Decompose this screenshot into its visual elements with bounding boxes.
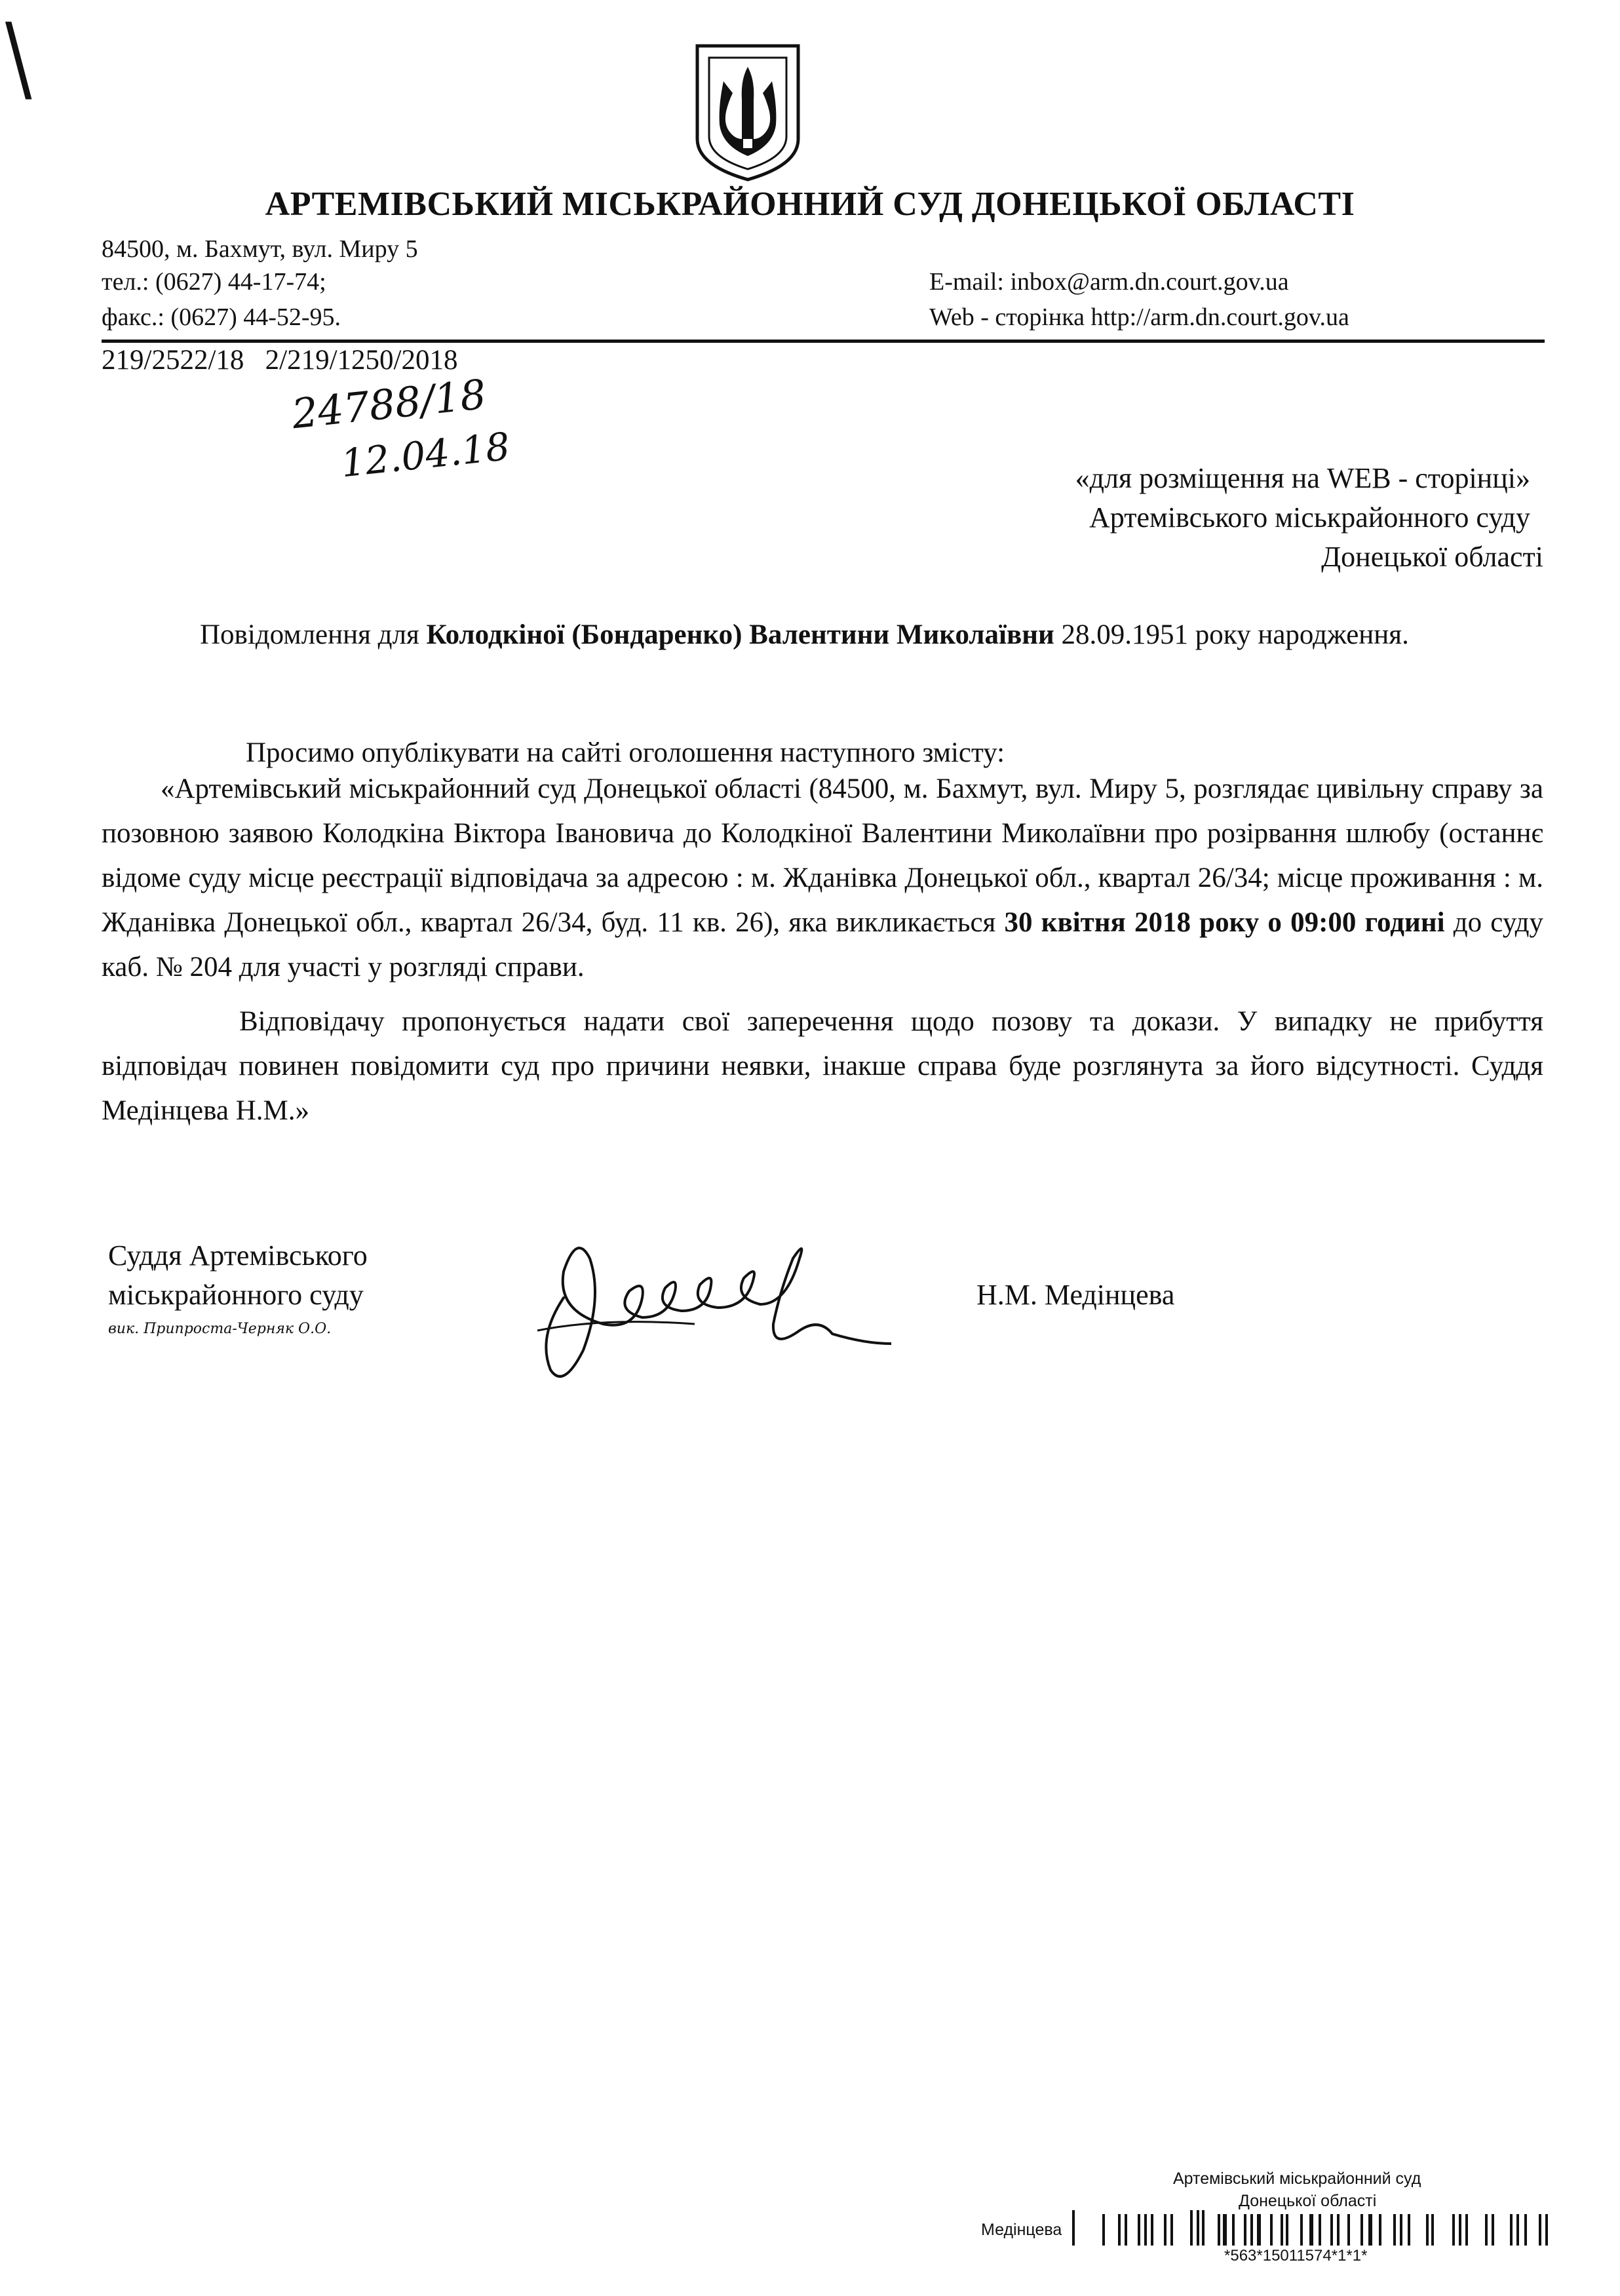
court-web: Web - сторінка http://arm.dn.court.gov.ua bbox=[929, 303, 1349, 331]
announcement-paragraph bbox=[102, 767, 1543, 990]
header-divider bbox=[102, 340, 1545, 343]
signature-name: Н.М. Медінцева bbox=[976, 1279, 1175, 1311]
court-fax: факс.: (0627) 44-52-95. bbox=[102, 303, 341, 331]
announcement-text-2: до суду каб. № 204 для участі у розгляді справи. bbox=[102, 907, 1543, 983]
handwritten-reg-number: 24788/18 bbox=[289, 370, 489, 438]
respondent-note: Відповідачу пропонується надати свої заперечення щодо позову та докази. У випадку не прибуття відповідач повинен повідомити суд про причини неявки, інакше справа буде розглянута за його відсутності. Суддя Медінцева Н.М.» bbox=[102, 1006, 1543, 1126]
signature-executor: вик. Припроста-Черняк О.О. bbox=[108, 1321, 332, 1337]
signature-title-2: міськрайонного суду bbox=[108, 1279, 364, 1311]
recipient-line-2: Артемівського міськрайонного суду bbox=[1089, 501, 1530, 534]
stamp-court-line-2: Донецької області bbox=[1239, 2192, 1377, 2210]
notice-suffix: 28.09.1951 року народження. bbox=[1061, 619, 1409, 650]
court-address: 84500, м. Бахмут, вул. Миру 5 bbox=[102, 235, 418, 263]
notice-prefix: Повідомлення для bbox=[200, 619, 419, 650]
recipient-block bbox=[852, 459, 1543, 577]
court-email: E-mail: inbox@arm.dn.court.gov.ua bbox=[929, 268, 1289, 296]
announcement-date: 30 квітня 2018 року о 09:00 годині bbox=[1004, 907, 1445, 938]
recipient-line-3: Донецької області bbox=[1321, 541, 1543, 573]
recipient-line-1: «для розміщення на WEB - сторінці» bbox=[1075, 462, 1530, 494]
handwritten-reg-date: 12.04.18 bbox=[339, 423, 512, 486]
corner-slash-mark: \ bbox=[5, 4, 32, 113]
request-line: Просимо опублікувати на сайті оголошення наступного змісту: bbox=[246, 737, 1005, 768]
court-phone: тел.: (0627) 44-17-74; bbox=[102, 268, 326, 296]
signature-title-1: Суддя Артемівського bbox=[108, 1239, 368, 1272]
stamp-court-line-1: Артемівський міськрайонний суд bbox=[1173, 2170, 1421, 2188]
handwritten-signature bbox=[524, 1219, 891, 1396]
trident-emblem-icon bbox=[689, 41, 806, 184]
case-numbers: 219/2522/18 2/219/1250/2018 bbox=[102, 345, 458, 376]
notice-person: Колодкіної (Бондаренко) Валентини Миколаївни bbox=[426, 619, 1054, 650]
barcode-icon bbox=[1072, 2210, 1551, 2246]
court-name-title: АРТЕМІВСЬКИЙ МІСЬКРАЙОННИЙ СУД ДОНЕЦЬКОЇ ОБЛАСТІ bbox=[265, 185, 1355, 223]
notice-paragraph bbox=[102, 613, 1543, 657]
barcode-number: *563*15011574*1*1* bbox=[1224, 2247, 1368, 2265]
announcement-text-1: «Артемівський міськрайонний суд Донецької області (84500, м. Бахмут, вул. Миру 5, розглядає цивільну справу за позовною заявою Колодкіна Віктора Івановича до Колодкіної Валентини Миколаївни про розірвання шлюбу (останнє відоме суду місце реєстрації відповідача за адресою : м. Жданівка Донецької обл., квартал 26/34; місце проживання : м. Жданівка Донецької обл., квартал 26/34, буд. 11 кв. 26), яка викликається bbox=[102, 773, 1543, 938]
stamp-judge: Медінцева bbox=[981, 2221, 1062, 2239]
